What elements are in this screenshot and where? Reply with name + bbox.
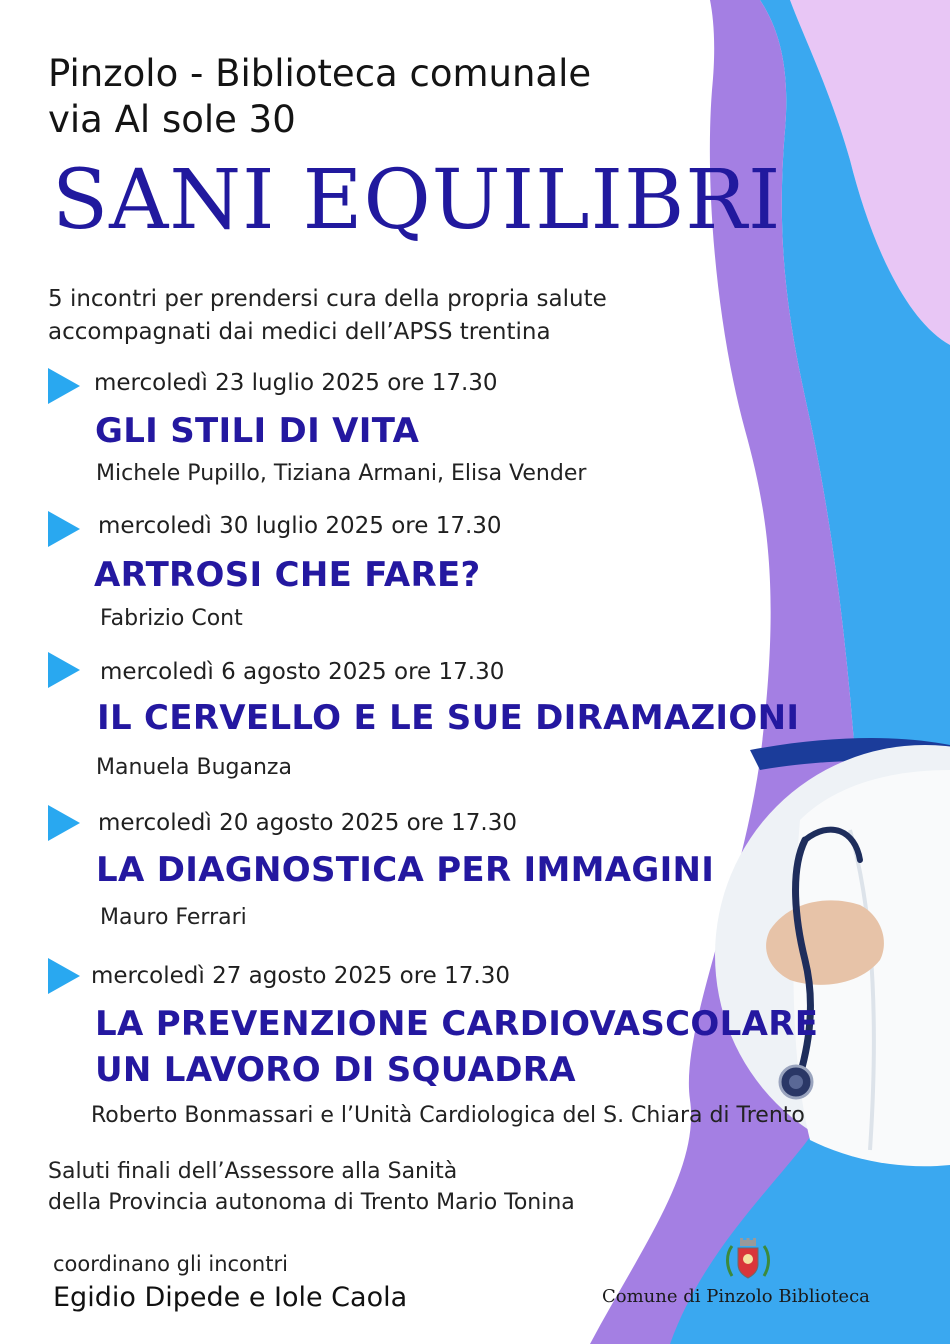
intro-line-1: 5 incontri per prendersi cura della propria salute <box>48 286 607 312</box>
event-topic: GLI STILI DI VITA <box>95 411 420 451</box>
location-line-1: Pinzolo - Biblioteca comunale <box>48 52 592 95</box>
coordinators-label: coordinano gli incontri <box>53 1252 288 1276</box>
event-topic: ARTROSI CHE FARE? <box>94 555 481 595</box>
event-speakers: Manuela Buganza <box>96 755 292 780</box>
closing-line-1: Saluti finali dell’Assessore alla Sanità <box>48 1159 458 1184</box>
event-topic-line-1: LA PREVENZIONE CARDIOVASCOLARE <box>95 1004 819 1044</box>
event-date: mercoledì 30 luglio 2025 ore 17.30 <box>98 513 502 539</box>
stethoscope-chestpiece-inner <box>789 1075 803 1089</box>
event-speakers: Michele Pupillo, Tiziana Armani, Elisa Vender <box>96 461 587 486</box>
event-topic: IL CERVELLO E LE SUE DIRAMAZIONI <box>97 698 800 738</box>
event-speakers: Mauro Ferrari <box>100 905 247 930</box>
event-topic: LA DIAGNOSTICA PER IMMAGINI <box>96 850 715 890</box>
event-date: mercoledì 20 agosto 2025 ore 17.30 <box>98 810 517 836</box>
organizer-name: Comune di Pinzolo Biblioteca <box>602 1286 870 1307</box>
location-line-2: via Al sole 30 <box>48 98 296 141</box>
coat-of-arms-icon <box>724 1236 772 1286</box>
intro-line-2: accompagnati dai medici dell’APSS trentina <box>48 319 551 345</box>
closing-line-2: della Provincia autonoma di Trento Mario Tonina <box>48 1190 575 1215</box>
coordinators-names: Egidio Dipede e Iole Caola <box>53 1282 408 1313</box>
play-arrow-icon <box>48 368 80 404</box>
event-speakers: Fabrizio Cont <box>100 606 243 631</box>
play-arrow-icon <box>48 511 80 547</box>
play-arrow-icon <box>48 805 80 841</box>
event-speakers: Roberto Bonmassari e l’Unità Cardiologica del S. Chiara di Trento <box>91 1103 805 1128</box>
event-date: mercoledì 6 agosto 2025 ore 17.30 <box>100 659 505 685</box>
event-date: mercoledì 23 luglio 2025 ore 17.30 <box>94 370 498 396</box>
poster-title: SANI EQUILIBRI <box>52 153 782 248</box>
event-topic-line-2: UN LAVORO DI SQUADRA <box>95 1050 576 1090</box>
event-date: mercoledì 27 agosto 2025 ore 17.30 <box>91 963 510 989</box>
play-arrow-icon <box>48 958 80 994</box>
play-arrow-icon <box>48 652 80 688</box>
